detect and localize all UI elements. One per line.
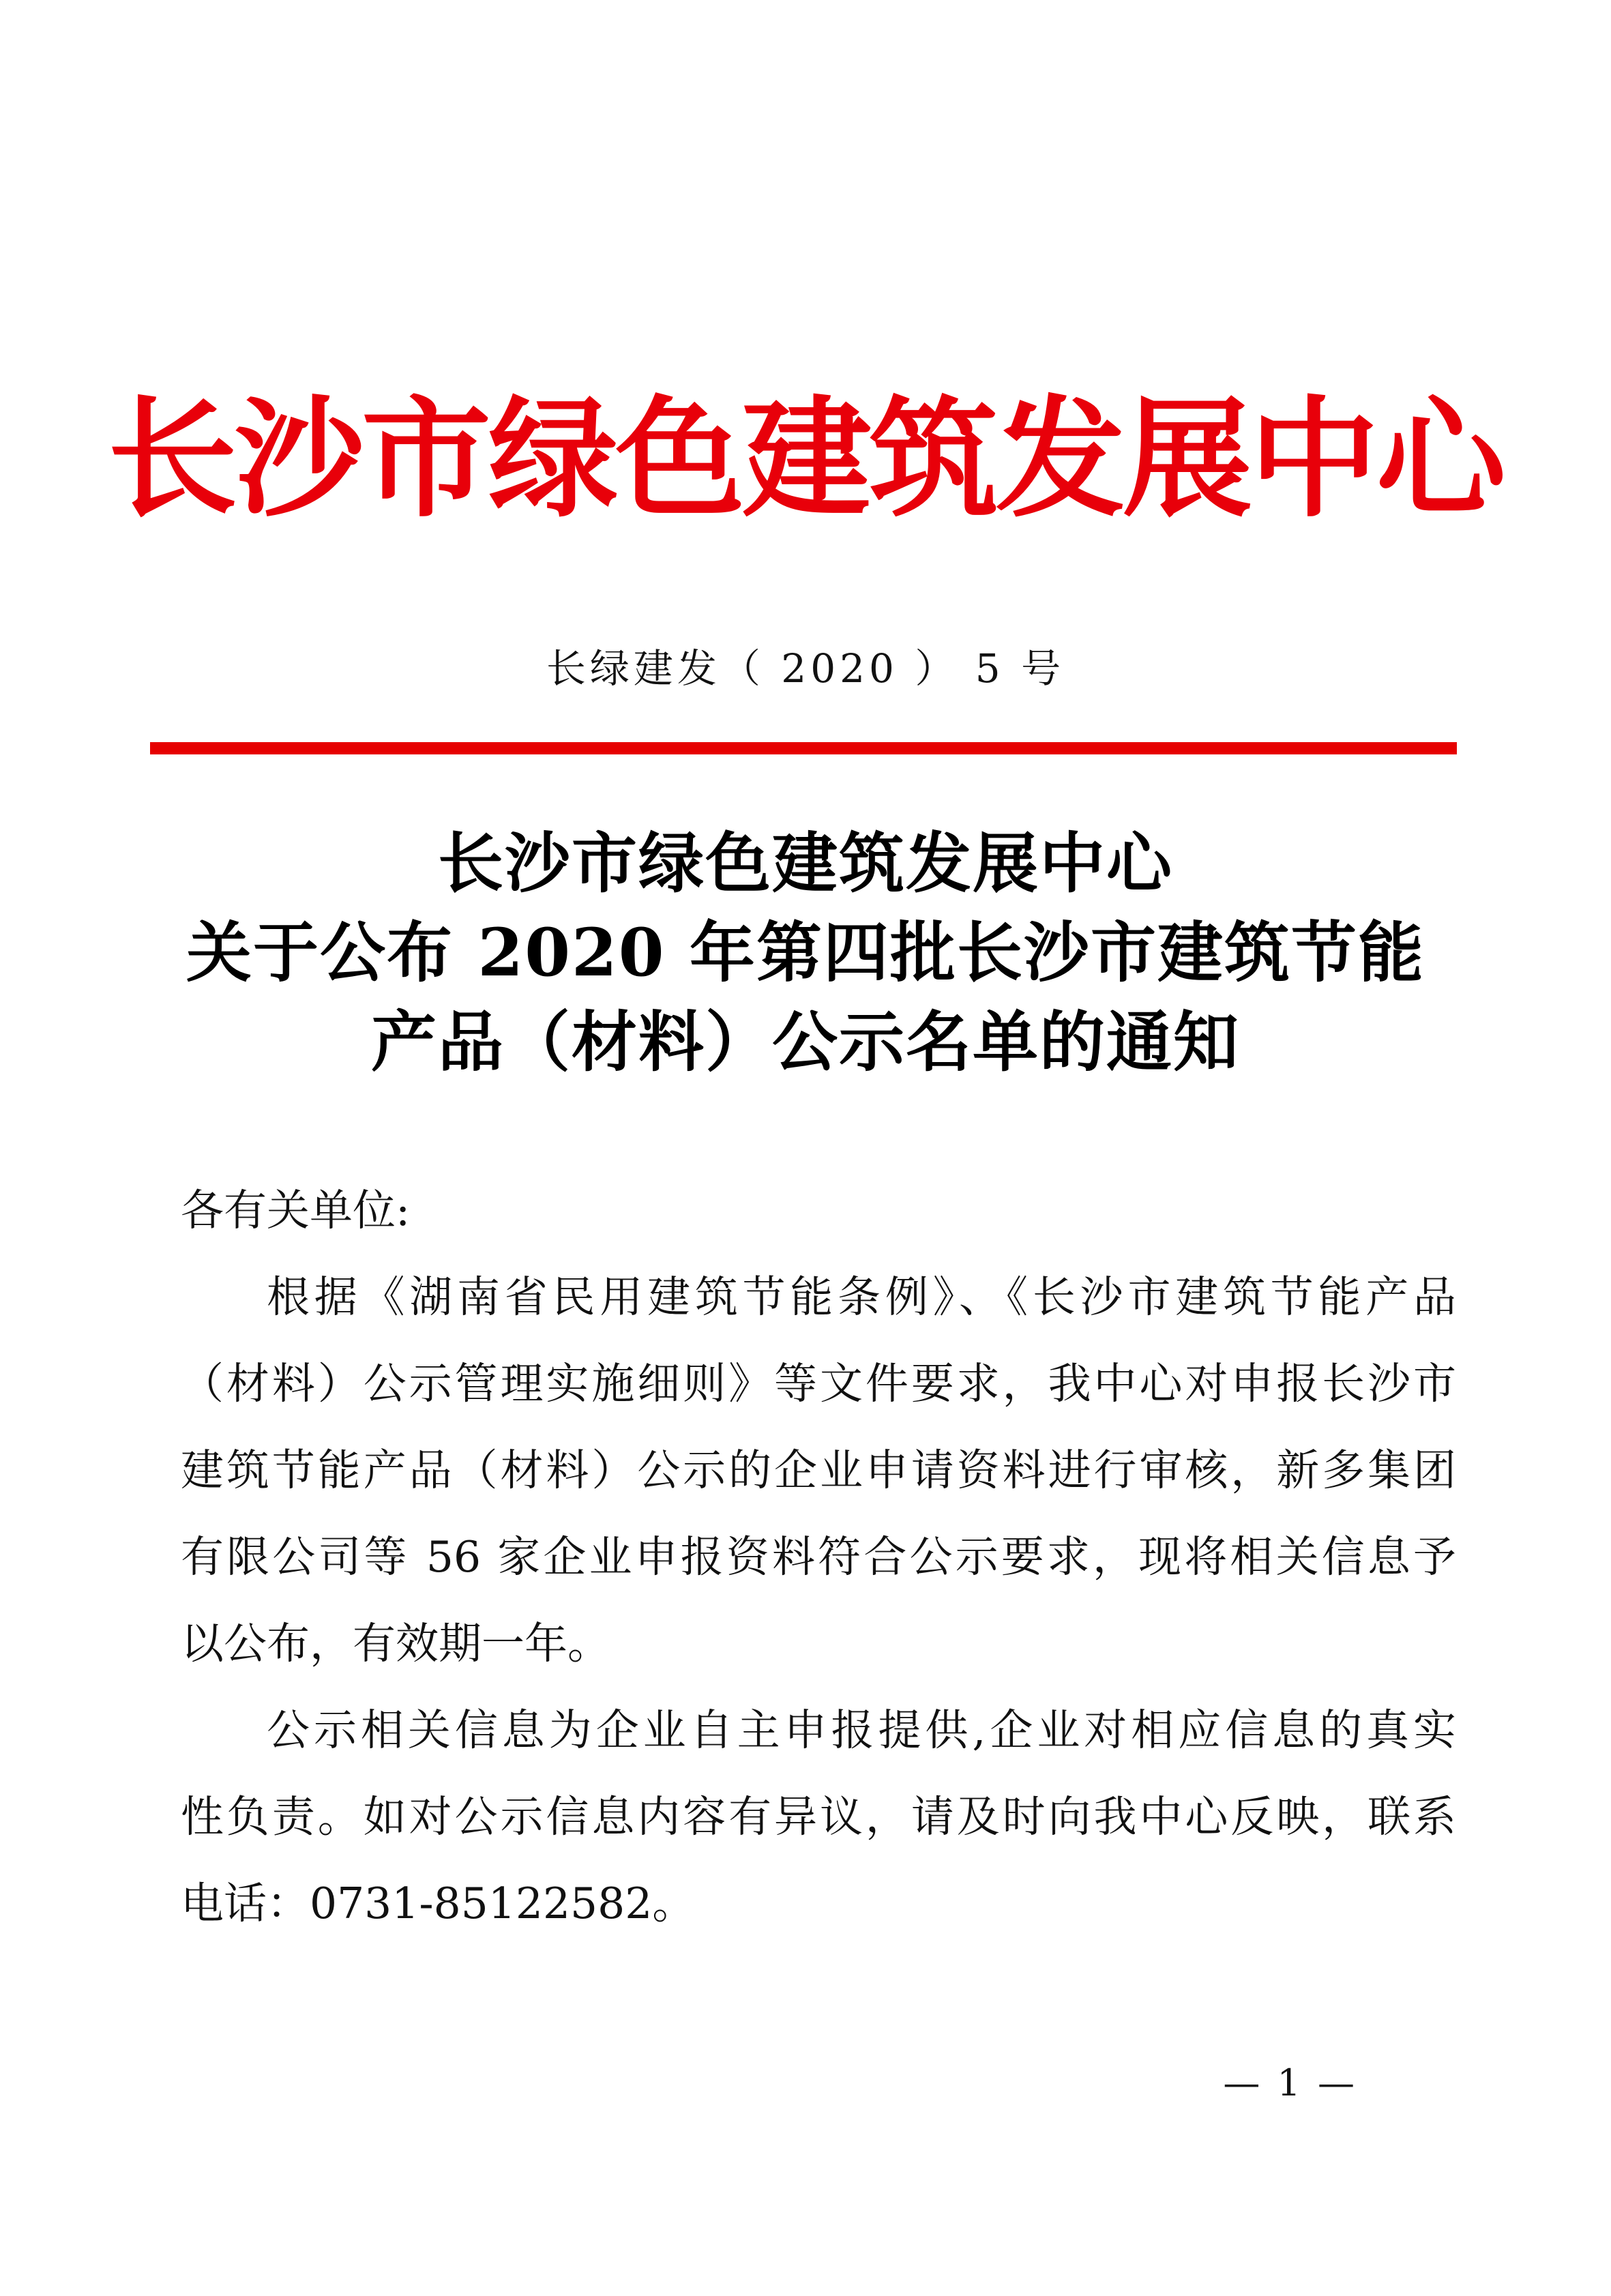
body-line: 建筑节能产品（材料）公示的企业申请资料进行审核，新多集团 — [181, 1445, 1456, 1495]
body-line: 有限公司等 56 家企业申报资料符合公示要求，现将相关信息予 — [181, 1532, 1456, 1582]
body-line: 性负责。如对公示信息内容有异议，请及时向我中心反映，联系 — [181, 1792, 1456, 1842]
document-body — [181, 1167, 1456, 1947]
notice-title-line-3: 产品（材料）公示名单的通知 — [371, 1003, 1240, 1080]
paragraph-1 — [181, 1254, 1456, 1687]
body-line: 公示相关信息为企业自主申报提供,企业对相应信息的真实 — [267, 1705, 1456, 1755]
notice-title-line-1: 长沙市绿色建筑发展中心 — [438, 825, 1173, 902]
page-number: — 1 — — [1223, 2061, 1357, 2104]
notice-title-line-2: 关于公布 2020 年第四批长沙市建筑节能 — [186, 914, 1425, 991]
body-line: 电话：0731-85122582。 — [181, 1879, 696, 1928]
document-number: 长绿建发（ 2020 ） 5 号 — [546, 645, 1065, 692]
notice-title — [0, 819, 1611, 1087]
salutation: 各有关单位: — [181, 1186, 411, 1235]
red-separator-line — [150, 742, 1457, 754]
letterhead-title: 长沙市绿色建筑发展中心 — [107, 383, 1503, 535]
body-line: 根据《湖南省民用建筑节能条例》、《长沙市建筑节能产品 — [267, 1272, 1456, 1322]
paragraph-2 — [181, 1687, 1456, 1947]
body-line: 以公布，有效期一年。 — [181, 1619, 610, 1668]
body-line: （材料）公示管理实施细则》等文件要求，我中心对申报长沙市 — [181, 1359, 1456, 1409]
